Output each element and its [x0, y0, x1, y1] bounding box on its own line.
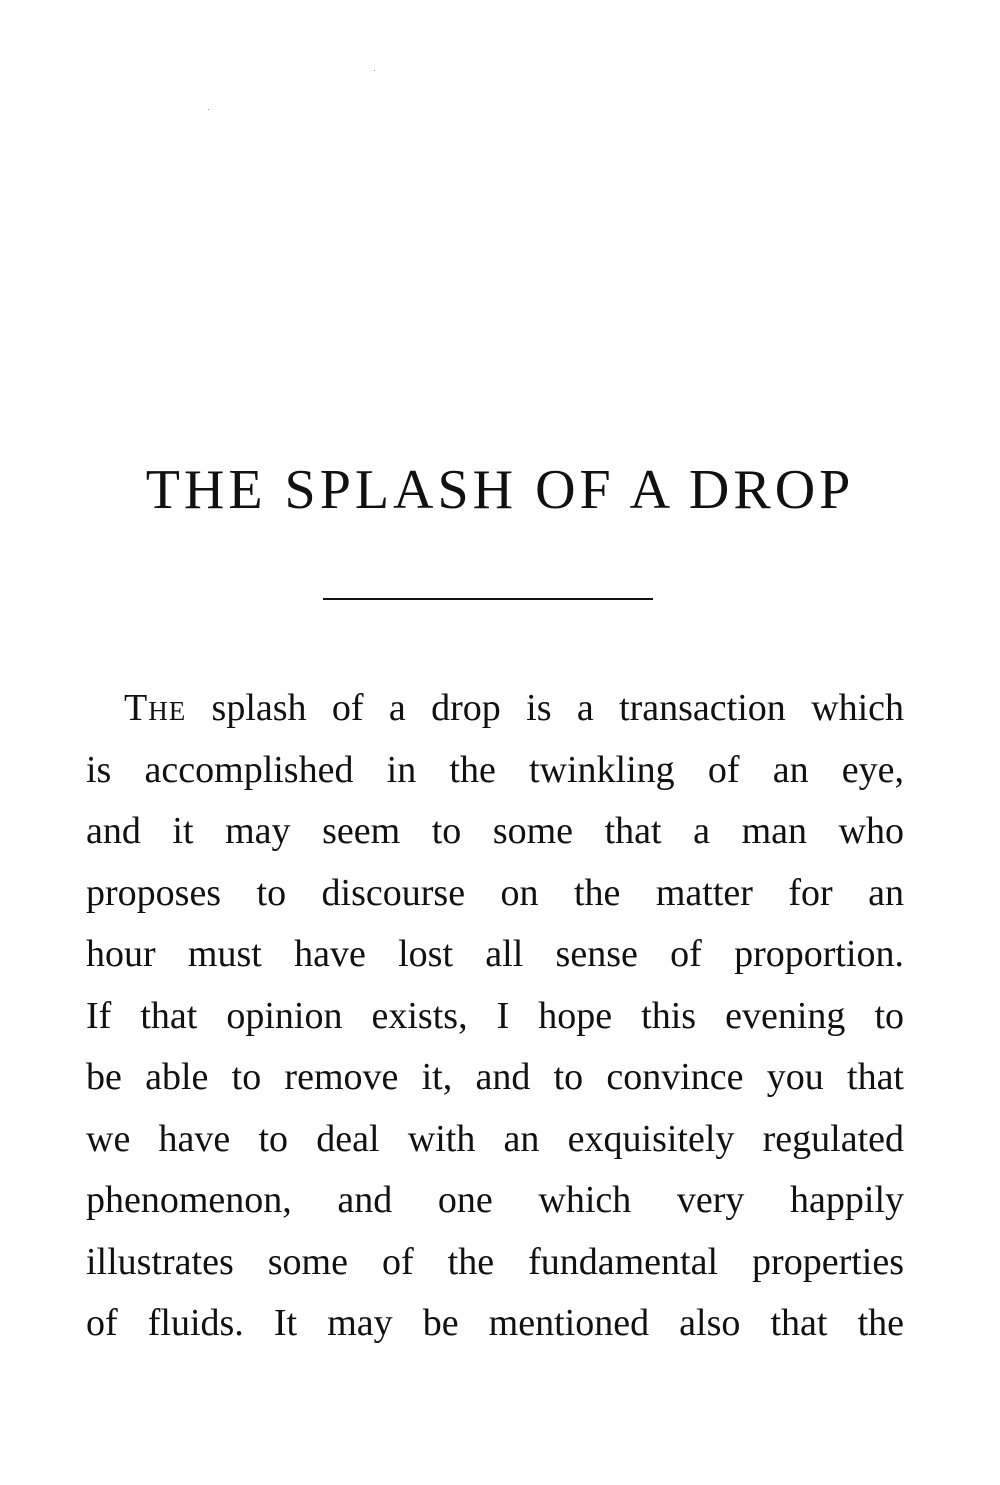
title-rule — [323, 598, 653, 600]
scan-speck — [374, 70, 375, 71]
paragraph-line — [86, 678, 904, 740]
paragraph-line: and it may seem to some that a man who — [86, 810, 904, 852]
paragraph-line: hour must have lost all sense of proportion. — [86, 933, 904, 975]
paragraph-line: illustrates some of the fundamental properties — [86, 1240, 904, 1283]
paragraph-line: phenomenon, and one which very happily — [86, 1179, 904, 1221]
first-line-text: splash of a drop is a transaction which — [186, 687, 904, 729]
paragraph-line: be able to remove it, and to convince you that — [86, 1056, 904, 1098]
chapter-title: THE SPLASH OF A DROP — [145, 459, 855, 521]
paragraph-line: If that opinion exists, I hope this evening to — [86, 994, 904, 1037]
paragraph-line: we have to deal with an exquisitely regulated — [86, 1117, 904, 1160]
paragraph-line: of fluids. It may be mentioned also that the — [86, 1302, 904, 1344]
paragraph-line: is accomplished in the twinkling of an eye, — [86, 748, 904, 791]
body-paragraph — [86, 678, 904, 1355]
paragraph-line: proposes to discourse on the matter for an — [86, 871, 904, 914]
scan-speck — [208, 109, 209, 110]
lead-word: The — [124, 687, 187, 729]
